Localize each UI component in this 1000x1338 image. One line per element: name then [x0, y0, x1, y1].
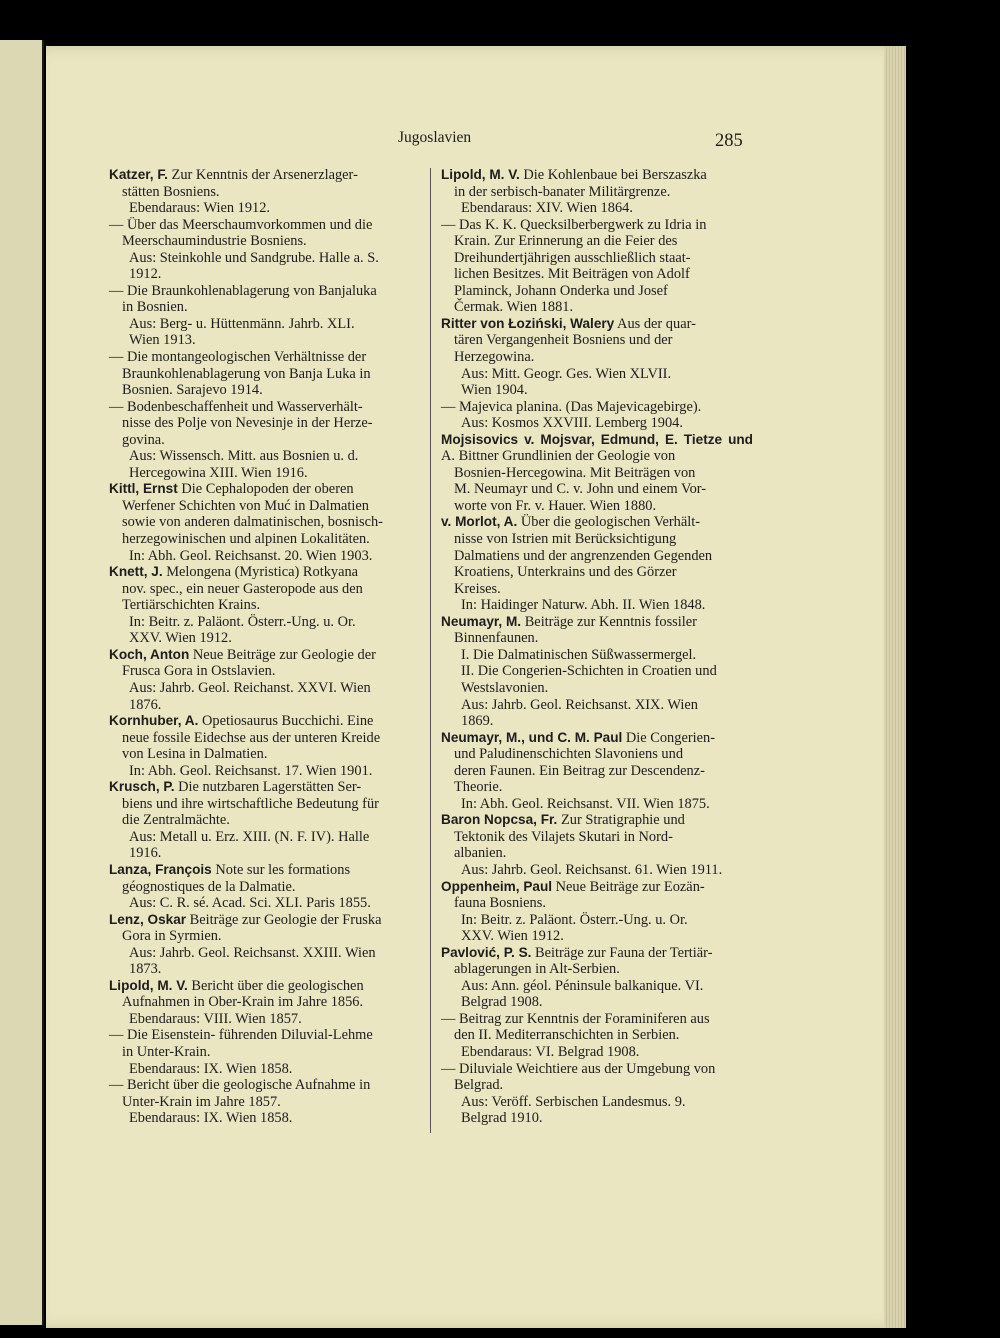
entry-line [441, 630, 753, 647]
entry-text: Opetiosaurus Bucchichi. Eine [201, 713, 374, 730]
entry-source: Ebendaraus: IX. Wien 1858. [129, 1110, 293, 1127]
entry-source: Aus: Jahrb. Geol. Reichanst. XXVI. Wien [129, 679, 371, 696]
bibliography-entry [109, 912, 420, 978]
entry-line [109, 597, 420, 614]
entry-text: — Beitrag zur Kenntnis der Foraminiferen aus [441, 1010, 710, 1027]
entry-source: In: Abh. Geol. Reichsanst. 20. Wien 1903. [129, 547, 373, 564]
entry-line [109, 399, 420, 416]
entry-source: Aus: Mitt. Geogr. Ges. Wien XLVII. [461, 365, 672, 382]
entry-text: Beiträge zur Fauna der Tertiär- [535, 944, 713, 961]
entry-source: In: Beitr. z. Paläont. Österr.-Ung. u. Or. [129, 613, 356, 630]
entry-line [109, 978, 420, 995]
entry-source: 1876. [129, 696, 162, 713]
entry-text: Die Congerien- [625, 729, 716, 746]
bibliography-entry [109, 647, 420, 713]
entry-line [109, 730, 420, 747]
entry-source: Aus: Veröff. Serbischen Landesmus. 9. [461, 1093, 686, 1110]
entry-text: in der serbisch-banater Militärgrenze. [454, 183, 671, 200]
entry-line [441, 548, 753, 565]
bibliography-entry [109, 862, 420, 912]
bibliography-entry [109, 1077, 420, 1127]
entry-source: In: Haidinger Naturw. Abh. II. Wien 1848. [461, 597, 706, 614]
bibliography-entry [441, 217, 753, 316]
entry-text: govina. [122, 431, 165, 448]
entry-line [441, 217, 753, 234]
entry-text: Beiträge zur Kenntnis fossiler [524, 613, 697, 630]
entry-line [441, 481, 753, 498]
entry-text: géognostiques de la Dalmatie. [122, 878, 296, 895]
entry-line [441, 531, 753, 548]
entry-text: und Paludinenschichten Slavoniens und [454, 746, 684, 763]
entry-author: Lipold, M. V. [109, 977, 188, 993]
entry-author: Pavlović, P. S. [441, 944, 532, 960]
bibliography-entry [109, 564, 420, 647]
entry-text: deren Faunen. Ein Beitrag zur Descendenz- [454, 762, 705, 779]
entry-line [109, 879, 420, 896]
entry-source: In: Abh. Geol. Reichsanst. 17. Wien 1901. [129, 762, 373, 779]
bibliography-entry [109, 481, 420, 564]
entry-line [109, 498, 420, 515]
entry-line [441, 1077, 753, 1094]
entry-line [441, 465, 753, 482]
entry-line [109, 1027, 420, 1044]
entry-line [441, 167, 753, 184]
entry-line [109, 366, 420, 383]
entry-text: Melongena (Myristica) Rotkyana [166, 564, 359, 581]
entry-line [441, 895, 753, 912]
entry-line [109, 779, 420, 796]
entry-source: Aus: Metall u. Erz. XIII. (N. F. IV). Halle [129, 828, 370, 845]
bibliography-entry [441, 879, 753, 945]
bibliography-entry [109, 399, 420, 482]
entry-text: — Über das Meerschaumvorkommen und die [109, 216, 373, 233]
bibliography-entry [441, 167, 753, 217]
entry-line [441, 283, 753, 300]
entry-line [109, 481, 420, 498]
entry-author: Koch, Anton [109, 646, 190, 662]
entry-text: Tektonik des Vilajets Skutari in Nord- [454, 828, 673, 845]
entry-author: Lanza, François [109, 861, 212, 877]
entry-text: — Die Eisenstein- führenden Diluvial-Lehme [109, 1027, 373, 1044]
entry-text: in Unter-Krain. [122, 1043, 211, 1060]
bibliography-entry [441, 1061, 753, 1127]
entry-source: Belgrad 1908. [461, 994, 543, 1011]
entry-text: stätten Bosniens. [122, 183, 220, 200]
entry-text: Note sur les formations [215, 861, 351, 878]
entry-text: Gora in Syrmien. [122, 928, 222, 945]
entry-line [109, 1044, 420, 1061]
entry-text: herzegowinischen und alpinen Lokalitäten. [122, 531, 370, 548]
entry-line [441, 763, 753, 780]
right-column [441, 167, 753, 1127]
bibliography-entry [441, 812, 753, 878]
entry-text: den II. Mediterranschichten in Serbien. [454, 1027, 680, 1044]
entry-text: neue fossile Eidechse aus der unteren Kreide [122, 729, 381, 746]
entry-text: Bericht über die geologischen [191, 977, 364, 994]
entry-text: Kreises. [454, 580, 501, 597]
bibliography-entry [109, 978, 420, 1028]
entry-line [109, 514, 420, 531]
entry-source: 1912. [129, 266, 162, 283]
entry-source: Aus: Kosmos XXVIII. Lemberg 1904. [461, 415, 683, 432]
entry-line [441, 614, 753, 631]
entry-text: M. Neumayr und C. v. John und einem Vor- [454, 481, 707, 498]
entry-line [441, 349, 753, 366]
entry-line [109, 349, 420, 366]
entry-source: Westslavonien. [461, 679, 549, 696]
entry-text: Čermak. Wien 1881. [454, 299, 574, 316]
entry-line [441, 961, 753, 978]
entry-text: — Das K. K. Quecksilberbergwerk zu Idria in [441, 216, 707, 233]
entry-line [109, 1077, 420, 1094]
entry-line [109, 746, 420, 763]
entry-line [109, 663, 420, 680]
entry-source: Ebendaraus: Wien 1912. [129, 200, 271, 217]
entry-author: Lipold, M. V. [441, 167, 520, 182]
column-divider [430, 168, 431, 1133]
entry-line [441, 829, 753, 846]
entry-author: Mojsisovics v. Mojsvar, Edmund, E. Tietze und [441, 431, 753, 447]
bibliography-entry [109, 283, 420, 349]
entry-text: Krain. Zur Erinnerung an die Feier des [454, 233, 678, 250]
entry-line [109, 299, 420, 316]
entry-author: Oppenheim, Paul [441, 878, 553, 894]
entry-line [109, 167, 420, 184]
entry-source: 1916. [129, 845, 162, 862]
entry-text: — Die Braunkohlenablagerung von Banjaluka [109, 282, 377, 299]
entry-text: Binnenfaunen. [454, 630, 539, 647]
entry-author: v. Morlot, A. [441, 514, 518, 530]
entry-text: Braunkohlenablagerung von Banja Luka in [122, 365, 371, 382]
entry-author: Kornhuber, A. [109, 713, 199, 729]
entry-line [109, 531, 420, 548]
entry-source: II. Die Congerien-Schichten in Croatien und [461, 663, 717, 680]
entry-line [441, 730, 753, 747]
entry-text: — Bodenbeschaffenheit und Wasserverhält- [109, 398, 363, 415]
entry-text: Theorie. [454, 779, 503, 796]
entry-source: Ebendaraus: VIII. Wien 1857. [129, 1010, 302, 1027]
entry-text: lichen Besitzes. Mit Beiträgen von Adolf [454, 266, 690, 283]
entry-text: Bosnien. Sarajevo 1914. [122, 382, 263, 399]
bibliography-entry [441, 514, 753, 613]
bibliography-entry [109, 713, 420, 779]
entry-source: Aus: Jahrb. Geol. Reichsanst. 61. Wien 1911. [461, 861, 723, 878]
entry-author: Kittl, Ernst [109, 481, 178, 497]
entry-source: Wien 1913. [129, 332, 196, 349]
entry-text: Frusca Gora in Ostslavien. [122, 663, 276, 680]
bibliography-entry [441, 1011, 753, 1061]
entry-text: — Diluviale Weichtiere aus der Umgebung von [441, 1060, 716, 1077]
entry-line [109, 928, 420, 945]
entry-text: albanien. [454, 845, 507, 862]
entry-text: nisse von Istrien mit Berücksichtigung [454, 531, 677, 548]
entry-text: die Zentralmächte. [122, 812, 230, 829]
entry-text: A. Bittner Grundlinien der Geologie von [441, 448, 676, 465]
entry-line [109, 862, 420, 879]
entry-line [441, 746, 753, 763]
entry-line [441, 1027, 753, 1044]
entry-source: 1873. [129, 961, 162, 978]
bibliography-entry [109, 349, 420, 399]
entry-text: Unter-Krain im Jahre 1857. [122, 1093, 281, 1110]
entry-line [441, 564, 753, 581]
entry-text: Über die geologischen Verhält- [520, 514, 701, 531]
entry-text: Aus der quar- [617, 315, 696, 332]
entry-text: Belgrad. [454, 1077, 504, 1094]
entry-source: In: Abh. Geol. Reichsanst. VII. Wien 1875. [461, 795, 710, 812]
entry-text: biens und ihre wirtschaftliche Bedeutung für [122, 795, 379, 812]
entry-text: — Bericht über die geologische Aufnahme in [109, 1077, 371, 1094]
entry-source: Aus: Wissensch. Mitt. aus Bosnien u. d. [129, 448, 359, 465]
entry-text: Herzegowina. [454, 349, 535, 366]
entry-author: Lenz, Oskar [109, 911, 187, 927]
bibliography-entry [441, 730, 753, 813]
entry-line [441, 332, 753, 349]
entry-line [109, 812, 420, 829]
entry-line [109, 382, 420, 399]
entry-source: Belgrad 1910. [461, 1110, 543, 1127]
entry-line [109, 994, 420, 1011]
bibliography-entry [441, 432, 753, 515]
entry-author: Neumayr, M., und C. M. Paul [441, 729, 623, 745]
entry-line [441, 845, 753, 862]
entry-line [441, 945, 753, 962]
entry-line [441, 299, 753, 316]
entry-line [441, 581, 753, 598]
entry-author: Ritter von Łoziński, Walery [441, 315, 615, 331]
entry-line [441, 266, 753, 283]
entry-text: Kroatiens, Unterkrains und des Görzer [454, 564, 677, 581]
entry-text: tären Vergangenheit Bosniens und der [454, 332, 673, 349]
entry-source: Wien 1904. [461, 382, 528, 399]
entry-line [109, 432, 420, 449]
page-number: 285 [715, 131, 743, 151]
entry-text: — Die montangeologischen Verhältnisse der [109, 349, 367, 366]
entry-text: Die nutzbaren Lagerstätten Ser- [178, 779, 362, 796]
entry-text: Tertiärschichten Krains. [122, 597, 261, 614]
entry-author: Knett, J. [109, 564, 163, 580]
entry-line [109, 415, 420, 432]
entry-source: Aus: Jahrb. Geol. Reichsanst. XIX. Wien [461, 696, 698, 713]
entry-source: Ebendaraus: IX. Wien 1858. [129, 1060, 293, 1077]
left-column [109, 167, 420, 1127]
entry-source: Aus: Berg- u. Hüttenmänn. Jahrb. XLI. [129, 315, 355, 332]
entry-text: sowie von anderen dalmatinischen, bosnisch- [122, 514, 383, 531]
entry-line [109, 283, 420, 300]
bibliography-entry [441, 316, 753, 399]
entry-line [441, 250, 753, 267]
bibliography-entry [441, 614, 753, 730]
entry-text: Aufnahmen in Ober-Krain im Jahre 1856. [122, 994, 364, 1011]
entry-text: Neue Beiträge zur Geologie der [192, 646, 376, 663]
entry-line [441, 233, 753, 250]
entry-text: worte von Fr. v. Hauer. Wien 1880. [454, 497, 657, 514]
entry-line [109, 233, 420, 250]
bibliography-entry [109, 779, 420, 862]
entry-text: nisse des Polje von Nevesinje in der Herze- [122, 415, 373, 432]
entry-line [441, 779, 753, 796]
entry-text: von Lesina in Dalmatien. [122, 746, 268, 763]
entry-source: Hercegowina XIII. Wien 1916. [129, 464, 308, 481]
entry-line [109, 1094, 420, 1111]
entry-source: XXV. Wien 1912. [129, 630, 232, 647]
entry-text: Werfener Schichten von Muć in Dalmatien [122, 497, 369, 514]
entry-source: Aus: Steinkohle und Sandgrube. Halle a. S. [129, 249, 379, 266]
entry-line [441, 514, 753, 531]
entry-text: Beiträge zur Geologie der Fruska [189, 911, 382, 928]
bibliography-entry [441, 945, 753, 1011]
entry-line [441, 316, 753, 333]
page-stack-edge [884, 46, 906, 1328]
entry-text: Die Kohlenbaue bei Berszaszka [523, 167, 707, 183]
entry-text: nov. spec., ein neuer Gasteropode aus den [122, 580, 363, 597]
entry-line [441, 879, 753, 896]
entry-source: 1869. [461, 713, 494, 730]
entry-source: XXV. Wien 1912. [461, 928, 564, 945]
entry-line [441, 399, 753, 416]
entry-source: In: Beitr. z. Paläont. Österr.-Ung. u. Or. [461, 911, 688, 928]
entry-source: Aus: Jahrb. Geol. Reichsanst. XXIII. Wien [129, 944, 376, 961]
entry-text: Zur Stratigraphie und [560, 812, 685, 829]
entry-line [109, 912, 420, 929]
entry-text: Bosnien-Hercegowina. Mit Beiträgen von [454, 464, 696, 481]
entry-text: ablagerungen in Alt-Serbien. [454, 961, 620, 978]
bibliography-entry [109, 217, 420, 283]
entry-line [441, 498, 753, 515]
entry-text: Zur Kenntnis der Arsenerzlager- [171, 167, 358, 183]
entry-author: Katzer, F. [109, 167, 168, 182]
entry-text: Dreihundertjährigen ausschließlich staat- [454, 249, 691, 266]
entry-line [109, 796, 420, 813]
entry-line [441, 432, 753, 465]
entry-line [109, 581, 420, 598]
entry-text: Plaminck, Johann Onderka und Josef [454, 282, 668, 299]
entry-text: Neue Beiträge zur Eozän- [555, 878, 705, 895]
entry-source: I. Die Dalmatinischen Süßwassermergel. [461, 646, 697, 663]
facing-page-edge [0, 40, 44, 1325]
entry-text: fauna Bosniens. [454, 895, 546, 912]
bibliography-entry [109, 167, 420, 217]
running-head: Jugoslavien [398, 129, 472, 146]
entry-author: Baron Nopcsa, Fr. [441, 812, 558, 828]
entry-line [441, 812, 753, 829]
entry-line [109, 713, 420, 730]
entry-text: Die Cephalopoden der oberen [181, 481, 354, 498]
entry-source: Aus: Ann. géol. Péninsule balkanique. VI. [461, 977, 704, 994]
entry-source: Ebendaraus: XIV. Wien 1864. [461, 200, 633, 217]
entry-line [441, 1011, 753, 1028]
entry-line [109, 647, 420, 664]
entry-text: Dalmatiens und der angrenzenden Gegenden [454, 547, 713, 564]
entry-text: in Bosnien. [122, 299, 188, 316]
entry-author: Neumayr, M. [441, 613, 522, 629]
entry-author: Krusch, P. [109, 779, 175, 795]
entry-source: Aus: C. R. sé. Acad. Sci. XLI. Paris 1855. [129, 895, 371, 912]
entry-source: Ebendaraus: VI. Belgrad 1908. [461, 1043, 640, 1060]
entry-text: Meerschaumindustrie Bosniens. [122, 233, 307, 250]
entry-text: — Majevica planina. (Das Majevicagebirge). [441, 398, 702, 415]
entry-line [109, 564, 420, 581]
entry-line [441, 184, 753, 201]
bibliography-entry [109, 1027, 420, 1077]
entry-line [109, 217, 420, 234]
bibliography-entry [441, 399, 753, 432]
entry-line [109, 184, 420, 201]
entry-line [441, 1061, 753, 1078]
